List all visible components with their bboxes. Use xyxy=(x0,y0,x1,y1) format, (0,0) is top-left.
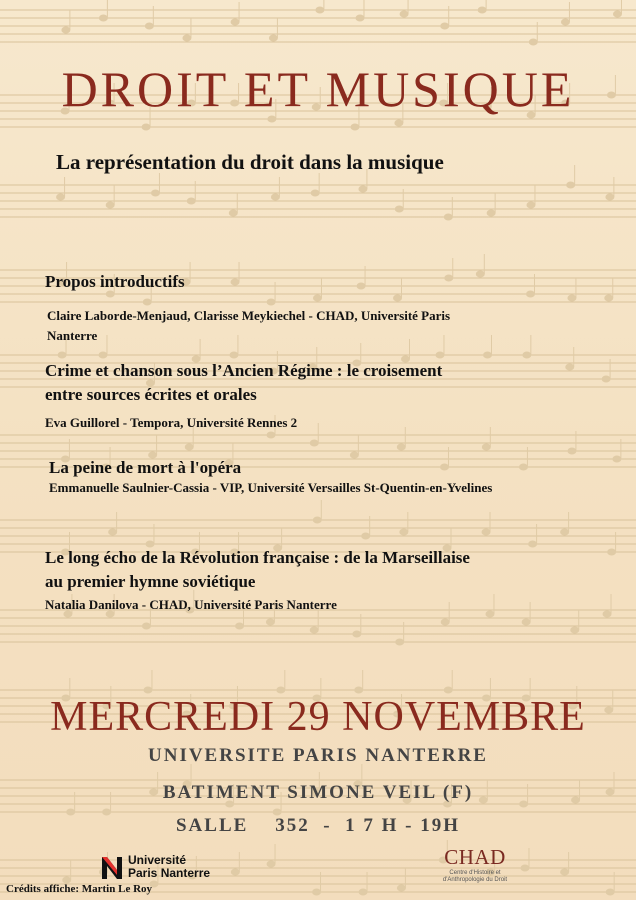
event-room-time: SALLE 352 - 1 7 H - 19H xyxy=(175,815,461,836)
talk-3-title: La peine de mort à l'opéra xyxy=(49,458,242,477)
talk-4-speaker: Natalia Danilova - CHAD, Université Paris Nanterre xyxy=(45,597,337,612)
talk-1-title: Propos introductifs xyxy=(45,272,185,291)
talk-1-speaker-line1: Claire Laborde-Menjaud, Clarisse Meykiechel - CHAD, Université Paris xyxy=(47,308,451,323)
chad-logo-name: CHAD xyxy=(444,845,506,869)
talk-3-speaker: Emmanuelle Saulnier-Cassia - VIP, Université Versailles St-Quentin-en-Yvelines xyxy=(49,480,493,495)
upn-logo-line1: Université xyxy=(128,853,187,867)
talk-4-title-line1: Le long écho de la Révolution française : de la Marseillaise xyxy=(45,548,470,567)
chad-logo xyxy=(430,845,520,884)
chad-logo-sub-line2: d'Anthropologie du Droit xyxy=(442,877,508,883)
talk-2-speaker: Eva Guillorel - Tempora, Université Rennes 2 xyxy=(45,415,298,430)
upn-logo-line2: Paris Nanterre xyxy=(128,866,211,880)
talk-2-title-line2: entre sources écrites et orales xyxy=(45,385,257,404)
poster-title: DROIT ET MUSIQUE xyxy=(61,61,575,117)
poster-credits: Crédits affiche: Martin Le Roy xyxy=(6,883,153,895)
chad-logo-sub-line1: Centre d'Histoire et xyxy=(449,870,501,876)
talk-1-speaker-line2: Nanterre xyxy=(47,328,98,343)
upn-logo-icon xyxy=(100,853,124,881)
talk-2-title-line1: Crime et chanson sous l’Ancien Régime : le croisement xyxy=(45,361,443,380)
event-university: UNIVERSITE PARIS NANTERRE xyxy=(148,745,488,766)
event-date: MERCREDI 29 NOVEMBRE xyxy=(50,694,586,740)
poster-subtitle: La représentation du droit dans la musique xyxy=(56,150,444,174)
talk-4-title-line2: au premier hymne soviétique xyxy=(45,572,256,591)
universite-paris-nanterre-logo xyxy=(100,853,210,881)
event-building: BATIMENT SIMONE VEIL (F) xyxy=(162,782,474,803)
